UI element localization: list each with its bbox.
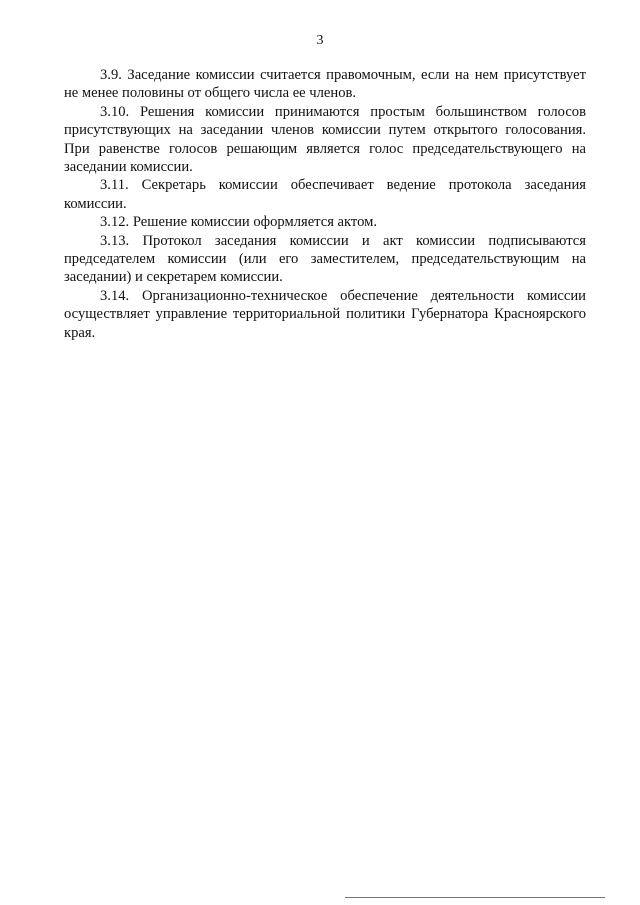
document-body [64, 66, 586, 342]
paragraph-3-9: 3.9. Заседание комиссии считается правомочным, если на нем присутствует не менее половины от общего числа ее членов. [64, 67, 586, 102]
paragraph-3-12: 3.12. Решение комиссии оформляется актом. [100, 214, 378, 231]
paragraph-3-13: 3.13. Протокол заседания комиссии и акт комиссии подписываются председателем комиссии (или его заместителем, председательствующим на заседании) и секретарем комиссии. [64, 232, 586, 286]
page-number: 3 [316, 33, 324, 48]
paragraph-3-10: 3.10. Решения комиссии принимаются простым большинством голосов присутствующих на заседании членов комиссии путем открытого голосования. При равенстве голосов решающим является голос председательствующего на заседании комиссии. [64, 103, 586, 176]
paragraph-3-14: 3.14. Организационно-техническое обеспечение деятельности комиссии осуществляет управление территориальной политики Губернатора Красноярского края. [64, 287, 586, 341]
footer-divider [345, 897, 605, 898]
paragraph-3-11: 3.11. Секретарь комиссии обеспечивает ведение протокола заседания комиссии. [64, 177, 586, 212]
